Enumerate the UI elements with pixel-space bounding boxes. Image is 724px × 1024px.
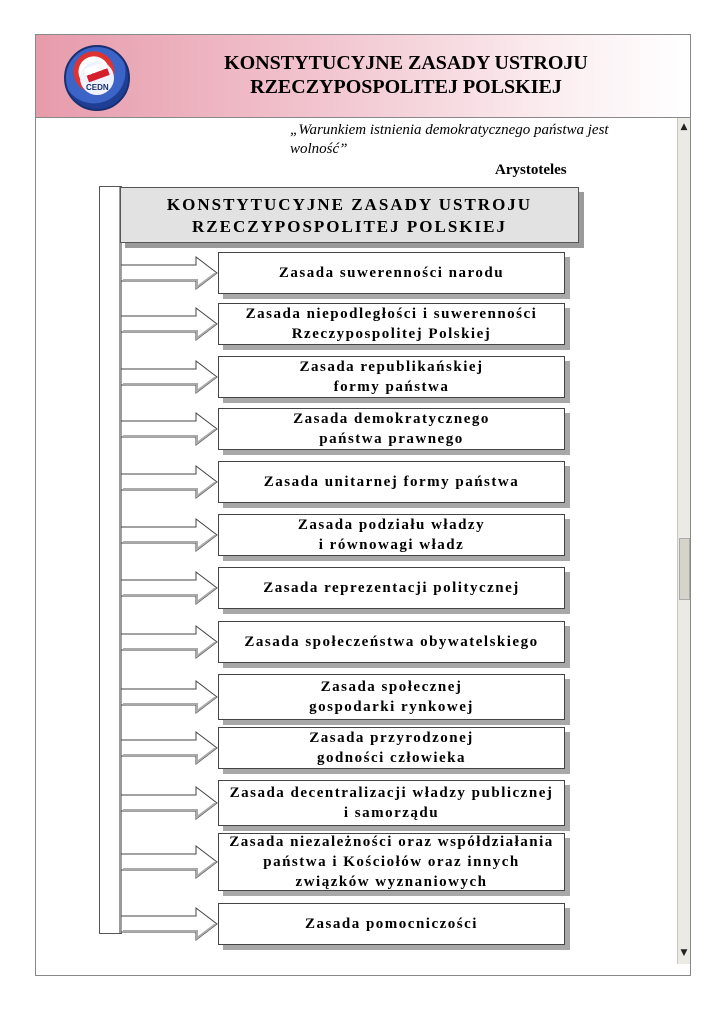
principle-box xyxy=(218,408,565,450)
principle-box xyxy=(218,514,565,556)
right-arrow-icon xyxy=(121,845,218,879)
principle-box xyxy=(218,567,565,609)
right-arrow-icon xyxy=(121,680,218,714)
principle-box xyxy=(218,356,565,398)
right-arrow-icon xyxy=(121,786,218,820)
principle-box xyxy=(218,674,565,720)
emblem-logo xyxy=(64,45,130,111)
right-arrow-icon xyxy=(121,307,218,341)
scroll-thumb[interactable] xyxy=(679,538,690,600)
title-line-2: RZECZYPOSPOLITEJ POLSKIEJ xyxy=(250,76,562,98)
vertical-scrollbar[interactable] xyxy=(677,118,690,964)
principle-label: Zasada reprezentacji politycznej xyxy=(263,580,520,596)
right-arrow-icon xyxy=(121,907,218,941)
right-arrow-icon xyxy=(121,625,218,659)
principle-label: Zasada suwerenności narodu xyxy=(278,265,505,281)
right-arrow-icon xyxy=(121,518,218,552)
principle-label: Zasada niezależności oraz współdziałania państwa i Kościołów oraz innych związków wyznaniowych xyxy=(229,834,554,890)
principle-label: Zasada społecznej gospodarki rynkowej xyxy=(309,679,474,715)
principle-label: Zasada unitarnej formy państwa xyxy=(263,474,520,490)
page-title xyxy=(146,51,666,99)
principle-label: Zasada przyrodzonej godności człowieka xyxy=(309,730,474,766)
logo-text: CEDN xyxy=(86,83,109,92)
principle-box xyxy=(218,303,565,345)
scroll-down-arrow-icon[interactable]: ▼ xyxy=(680,948,688,958)
right-arrow-icon xyxy=(121,256,218,290)
principle-box xyxy=(218,727,565,769)
principle-box xyxy=(218,780,565,826)
principle-box xyxy=(218,833,565,891)
principle-label: Zasada społeczeństwa obywatelskiego xyxy=(244,634,539,650)
principle-box xyxy=(218,903,565,945)
principle-label: Zasada republikańskiej formy państwa xyxy=(299,359,484,395)
right-arrow-icon xyxy=(121,571,218,605)
diagram-main-box xyxy=(120,187,579,243)
principle-box xyxy=(218,461,565,503)
principle-label: Zasada niepodległości i suwerenności Rzeczypospolitej Polskiej xyxy=(245,306,538,342)
principle-label: Zasada demokratycznego państwa prawnego xyxy=(293,411,490,447)
epigraph-quote: „Warunkiem istnienia demokratycznego państwa jest wolność” xyxy=(290,122,609,157)
connector-bar xyxy=(99,186,122,934)
principle-label: Zasada decentralizacji władzy publicznej i samorządu xyxy=(229,785,554,821)
right-arrow-icon xyxy=(121,360,218,394)
title-line-1: KONSTYTUCYJNE ZASADY USTROJU xyxy=(224,52,588,74)
right-arrow-icon xyxy=(121,412,218,446)
right-arrow-icon xyxy=(121,465,218,499)
page-header xyxy=(36,35,690,118)
principle-label: Zasada pomocniczości xyxy=(305,916,478,932)
main-box-line-2: RZECZYPOSPOLITEJ POLSKIEJ xyxy=(192,217,507,236)
principle-label: Zasada podziału władzy i równowagi władz xyxy=(297,517,486,553)
scroll-up-arrow-icon[interactable]: ▲ xyxy=(680,122,688,132)
principle-box xyxy=(218,252,565,294)
principle-box xyxy=(218,621,565,663)
main-box-line-1: KONSTYTUCYJNE ZASADY USTROJU xyxy=(166,195,533,214)
right-arrow-icon xyxy=(121,731,218,765)
epigraph-author: Arystoteles xyxy=(495,162,567,178)
